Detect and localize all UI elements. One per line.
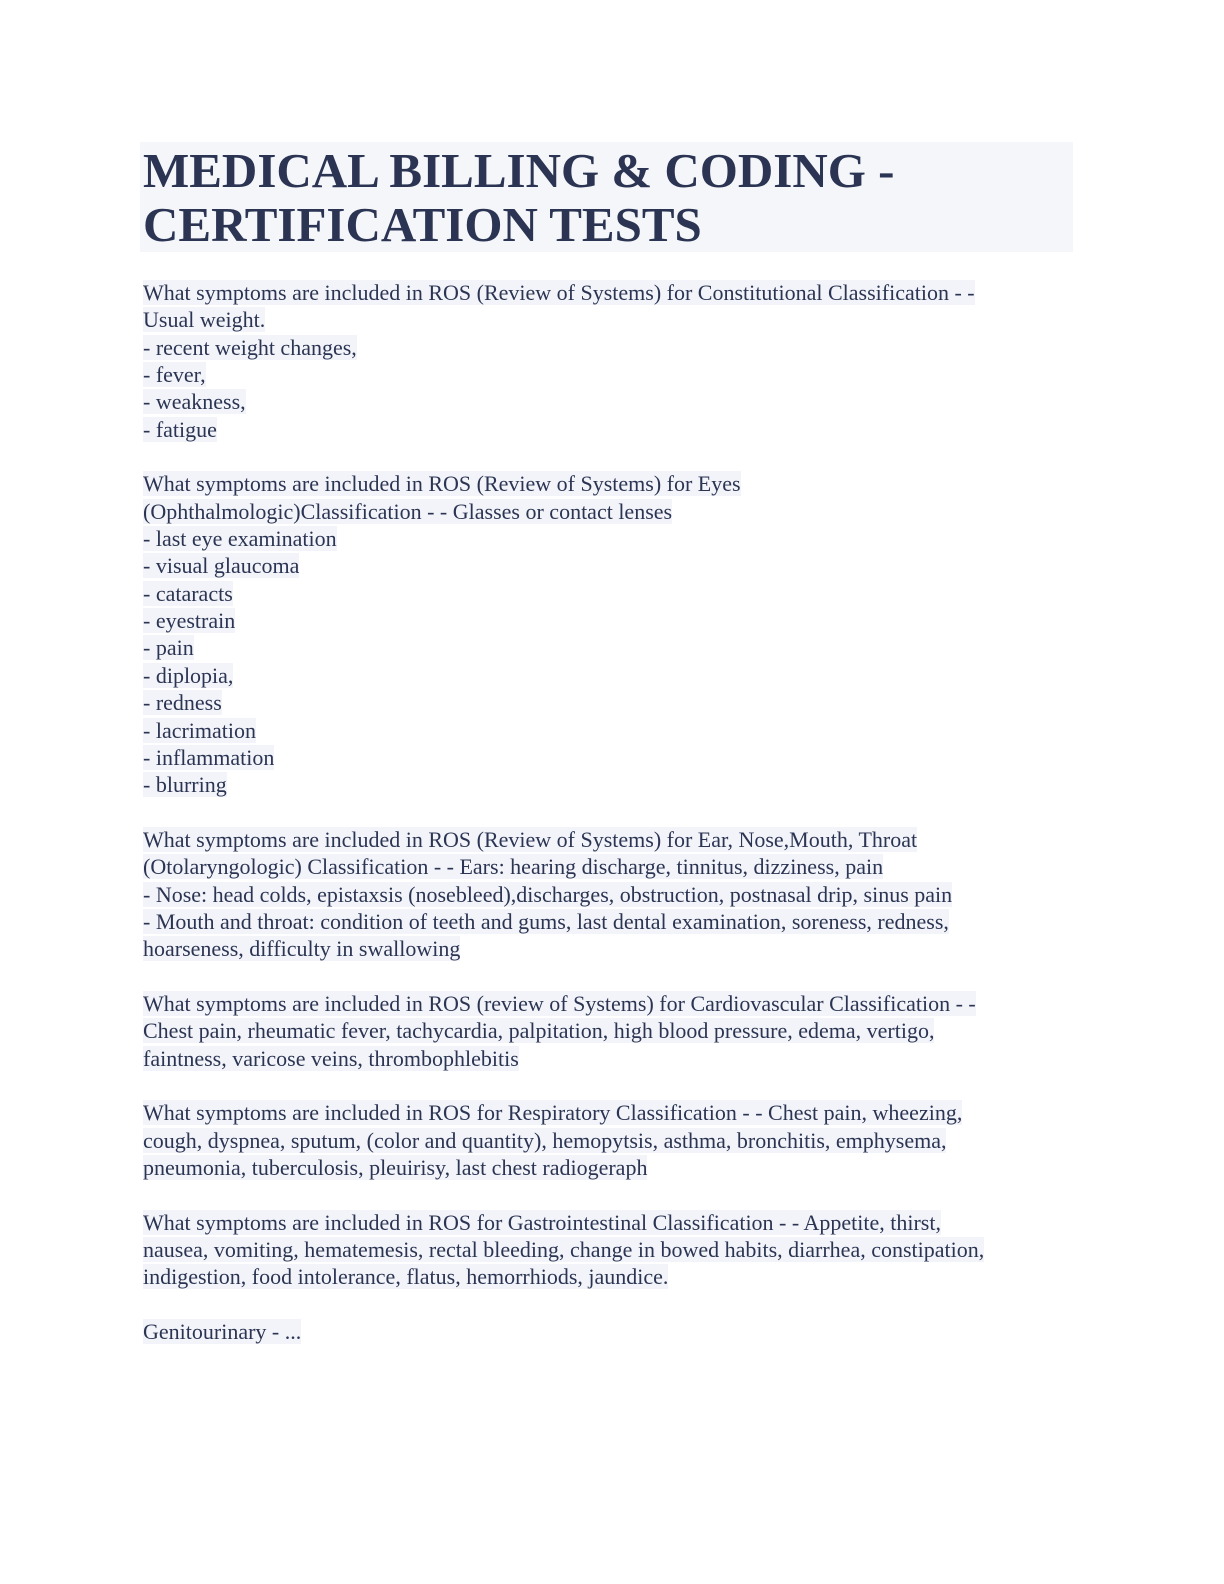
answer-line bbox=[143, 744, 1073, 771]
line-text: - lacrimation bbox=[143, 717, 257, 743]
qa-item bbox=[143, 1209, 1073, 1291]
qa-item bbox=[143, 826, 1073, 963]
line-text: - visual glaucoma bbox=[143, 553, 300, 579]
line-text: - last eye examination bbox=[143, 526, 337, 552]
question-line bbox=[143, 1099, 1073, 1126]
answer-line bbox=[143, 1263, 1073, 1290]
page-title-line-1: MEDICAL BILLING & CODING - bbox=[143, 143, 895, 198]
line-text: (Otolaryngologic) Classification - - Ears: hearing discharge, tinnitus, dizziness, pain bbox=[143, 854, 884, 880]
line-text: What symptoms are included in ROS (review of Systems) for Cardiovascular Classification - - bbox=[143, 990, 976, 1016]
line-text: cough, dyspnea, sputum, (color and quantity), hemopytsis, asthma, bronchitis, emphysema, bbox=[143, 1127, 947, 1153]
title-block bbox=[140, 142, 1073, 252]
line-text: - cataracts bbox=[143, 580, 233, 606]
line-text: Usual weight. bbox=[143, 307, 266, 333]
answer-line bbox=[143, 689, 1073, 716]
line-text: - fatigue bbox=[143, 416, 217, 442]
answer-line bbox=[143, 525, 1073, 552]
answer-line bbox=[143, 881, 1073, 908]
answer-line bbox=[143, 334, 1073, 361]
line-text: - Nose: head colds, epistaxsis (nosebleed),discharges, obstruction, postnasal drip, sinus pain bbox=[143, 881, 953, 907]
answer-line bbox=[143, 361, 1073, 388]
line-text: - inflammation bbox=[143, 744, 275, 770]
qa-item bbox=[143, 1099, 1073, 1181]
question-line bbox=[143, 1318, 1073, 1345]
answer-line bbox=[143, 935, 1073, 962]
line-text: pneumonia, tuberculosis, pleuirisy, last chest radiogeraph bbox=[143, 1155, 648, 1180]
answer-line bbox=[143, 306, 1073, 333]
paragraph-gap bbox=[143, 963, 1073, 990]
question-answer-list bbox=[143, 279, 1073, 1345]
line-text: What symptoms are included in ROS (Review of Systems) for Ear, Nose,Mouth, Throat bbox=[143, 826, 918, 852]
question-line bbox=[143, 826, 1073, 853]
line-text: nausea, vomiting, hematemesis, rectal bleeding, change in bowed habits, diarrhea, constipation, bbox=[143, 1237, 985, 1263]
paragraph-gap bbox=[143, 1181, 1073, 1208]
answer-line bbox=[143, 1017, 1073, 1044]
answer-line bbox=[143, 388, 1073, 415]
line-text: - weakness, bbox=[143, 389, 246, 415]
paragraph-gap bbox=[143, 443, 1073, 470]
qa-item bbox=[143, 470, 1073, 798]
answer-line bbox=[143, 416, 1073, 443]
answer-line bbox=[143, 634, 1073, 661]
answer-line bbox=[143, 717, 1073, 744]
answer-line bbox=[143, 498, 1073, 525]
qa-item bbox=[143, 1318, 1073, 1345]
line-text: faintness, varicose veins, thrombophlebitis bbox=[143, 1045, 519, 1071]
answer-line bbox=[143, 1045, 1073, 1072]
answer-line bbox=[143, 1236, 1073, 1263]
answer-line bbox=[143, 662, 1073, 689]
line-text: What symptoms are included in ROS for Respiratory Classification - - Chest pain, wheezing, bbox=[143, 1100, 963, 1126]
line-text: - diplopia, bbox=[143, 662, 234, 688]
qa-item bbox=[143, 279, 1073, 443]
line-text: (Ophthalmologic)Classification - - Glasses or contact lenses bbox=[143, 498, 673, 524]
line-text: Chest pain, rheumatic fever, tachycardia, palpitation, high blood pressure, edema, vertigo, bbox=[143, 1018, 935, 1044]
paragraph-gap bbox=[143, 1072, 1073, 1099]
question-line bbox=[143, 470, 1073, 497]
answer-line bbox=[143, 771, 1073, 798]
line-text: - pain bbox=[143, 635, 194, 661]
answer-line bbox=[143, 607, 1073, 634]
line-text: hoarseness, difficulty in swallowing bbox=[143, 936, 461, 962]
line-text: - eyestrain bbox=[143, 608, 236, 634]
qa-item bbox=[143, 990, 1073, 1072]
answer-line bbox=[143, 1154, 1073, 1181]
line-text: - redness bbox=[143, 690, 222, 716]
paragraph-gap bbox=[143, 799, 1073, 826]
question-line bbox=[143, 279, 1073, 306]
line-text: Genitourinary - ... bbox=[143, 1319, 302, 1345]
line-text: - recent weight changes, bbox=[143, 334, 357, 360]
question-line bbox=[143, 990, 1073, 1017]
page-title-line-2: CERTIFICATION TESTS bbox=[143, 197, 702, 252]
line-text: indigestion, food intolerance, flatus, hemorrhiods, jaundice. bbox=[143, 1264, 669, 1290]
answer-line bbox=[143, 580, 1073, 607]
line-text: What symptoms are included in ROS for Gastrointestinal Classification - - Appetite, thirst, bbox=[143, 1209, 941, 1235]
line-text: What symptoms are included in ROS (Review of Systems) for Constitutional Classification - - bbox=[143, 280, 975, 305]
answer-line bbox=[143, 853, 1073, 880]
line-text: What symptoms are included in ROS (Review of Systems) for Eyes bbox=[143, 471, 741, 497]
question-line bbox=[143, 1209, 1073, 1236]
answer-line bbox=[143, 908, 1073, 935]
answer-line bbox=[143, 1127, 1073, 1154]
line-text: - fever, bbox=[143, 362, 206, 388]
answer-line bbox=[143, 552, 1073, 579]
paragraph-gap bbox=[143, 1291, 1073, 1318]
line-text: - Mouth and throat: condition of teeth and gums, last dental examination, soreness, redness, bbox=[143, 908, 949, 934]
line-text: - blurring bbox=[143, 772, 227, 798]
